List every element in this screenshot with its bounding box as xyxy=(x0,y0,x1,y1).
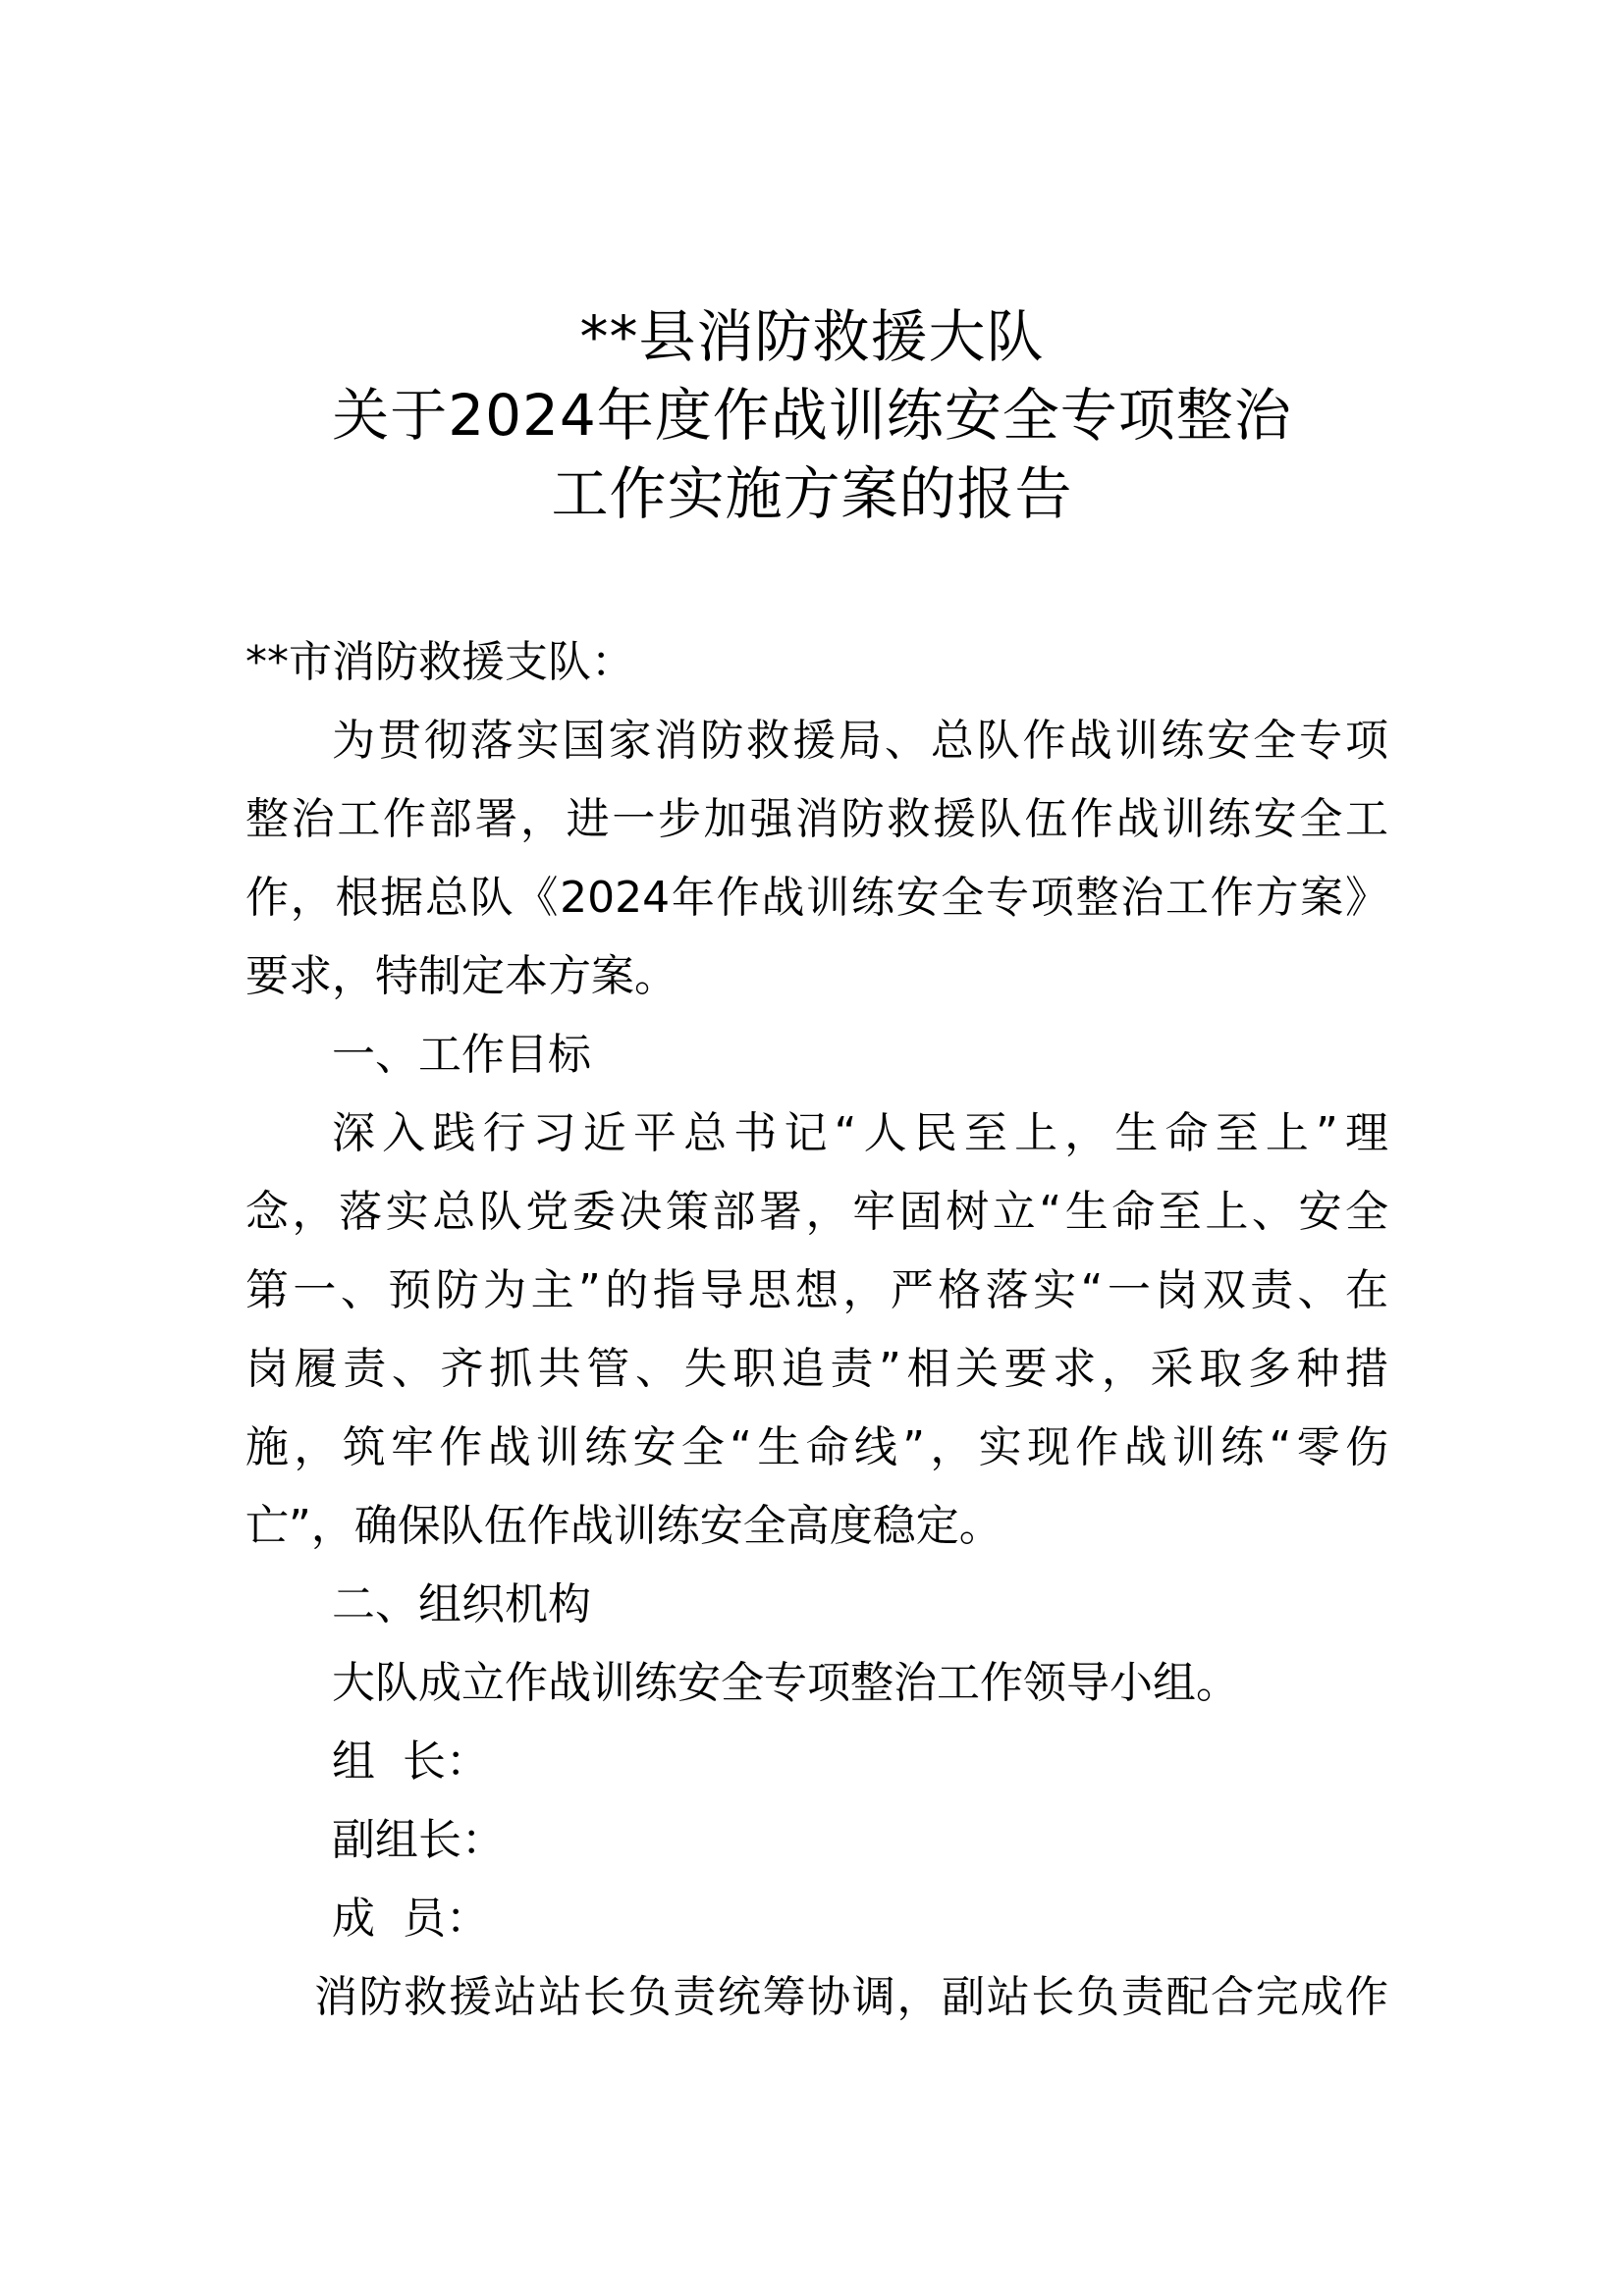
intro-line-2: 整治工作部署，进一步加强消防救援队伍作战训练安全工 xyxy=(245,794,1388,844)
goals-line-6: 亡”，确保队伍作战训练安全高度稳定。 xyxy=(245,1501,1002,1551)
document-title xyxy=(0,297,1624,533)
title-line-3: 工作实施方案的报告 xyxy=(551,460,1073,527)
member-label: 成 员： xyxy=(332,1894,489,1944)
intro-line-1: 为贯彻落实国家消防救援局、总队作战训练安全专项 xyxy=(332,716,1388,766)
goals-line-3: 第一、预防为主”的指导思想，严格落实“一岗双责、在 xyxy=(245,1265,1388,1315)
intro-line-4: 要求，特制定本方案。 xyxy=(245,951,677,1001)
goals-line-5: 施，筑牢作战训练安全“生命线”，实现作战训练“零伤 xyxy=(245,1422,1388,1472)
section-heading-goals: 一、工作目标 xyxy=(332,1030,591,1080)
title-line-2: 关于2024年度作战训练安全专项整治 xyxy=(332,382,1292,449)
title-line-1: **县消防救援大队 xyxy=(579,303,1045,370)
deputy-leader-label: 副组长： xyxy=(332,1815,505,1865)
goals-line-2: 念，落实总队党委决策部署，牢固树立“生命至上、安全 xyxy=(245,1187,1388,1237)
leader-label: 组 长： xyxy=(332,1736,489,1787)
document-body xyxy=(245,623,1388,2037)
organization-intro: 大队成立作战训练安全专项整治工作领导小组。 xyxy=(332,1658,1239,1708)
goals-line-4: 岗履责、齐抓共管、失职追责”相关要求，采取多种措 xyxy=(245,1344,1388,1394)
intro-line-3: 作，根据总队《2024年作战训练安全专项整治工作方案》 xyxy=(245,873,1388,923)
responsibility-line: 消防救援站站长负责统筹协调，副站长负责配合完成作 xyxy=(314,1972,1388,2022)
goals-line-1: 深入践行习近平总书记“人民至上，生命至上”理 xyxy=(332,1108,1388,1158)
section-heading-organization: 二、组织机构 xyxy=(332,1579,591,1629)
salutation: **市消防救援支队： xyxy=(245,637,634,687)
